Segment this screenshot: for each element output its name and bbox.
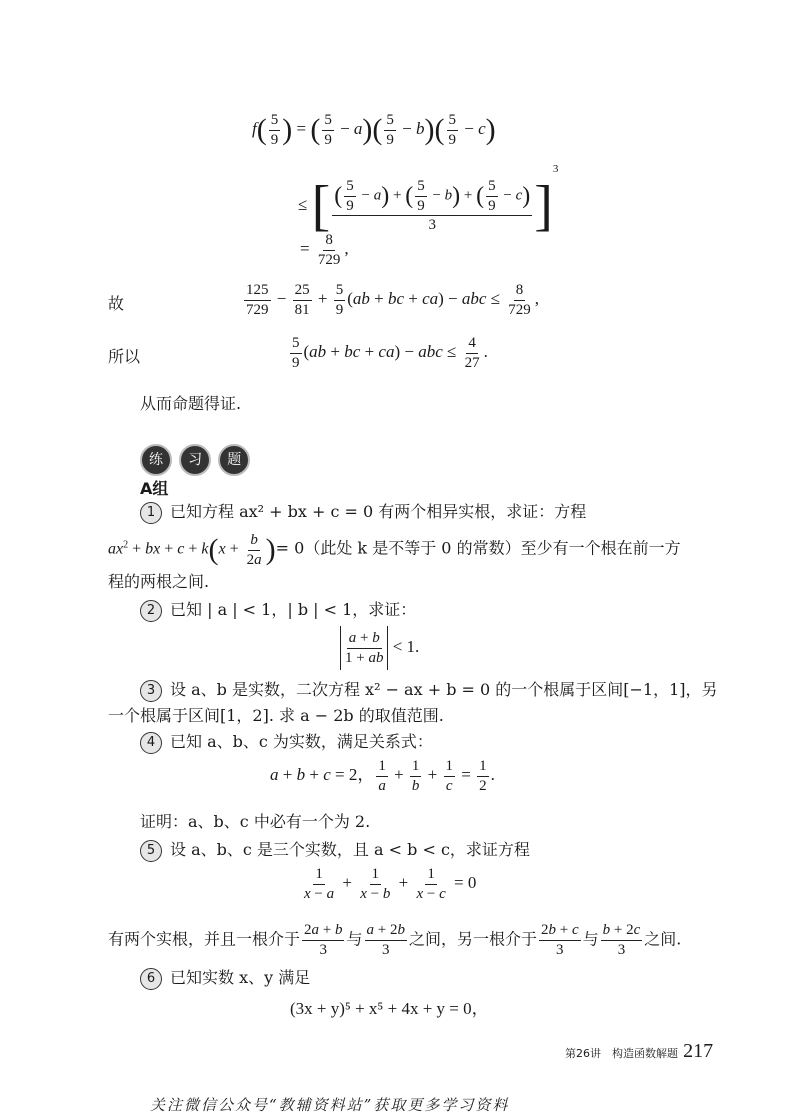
problem-5-number: 5: [140, 840, 162, 862]
problem-1-number: 1: [140, 502, 162, 524]
problem-5-tail-d: 与: [582, 929, 599, 949]
label-gu: 故: [108, 294, 125, 313]
problem-5-line1: [140, 838, 530, 862]
problem-3-number: 3: [140, 680, 162, 702]
page-number: 217: [683, 1040, 714, 1062]
group-title: A组: [140, 479, 169, 498]
problem-5-tail-c: 之间，另一根介于: [408, 929, 537, 949]
problem-2-number: 2: [140, 600, 162, 622]
problem-4-equation: a + b + c = 2， $\frac{1}{a}$ + $\frac{1}{b}$ + $\frac{1}{c}$ = $\frac{1}{2}$ .: [270, 758, 495, 794]
chapter-label: 第26讲 构造函数解题: [565, 1047, 678, 1060]
problem-3-line2: 一个根属于区间[1，2]. 求 a − 2b 的取值范围.: [108, 706, 444, 725]
problem-2-text: 已知 | a | < 1，| b | < 1，求证：: [170, 600, 417, 619]
problem-3-line1: [140, 678, 718, 702]
badge-char-2: 习: [179, 444, 211, 476]
problem-1-line2: $ax^2$ + bx + c + k(x + $\frac{b}{2a}$ )= 0（此处 k 是不等于 0 的常数）至少有一个根在前一方: [108, 532, 681, 568]
problem-6-line1: [140, 966, 310, 990]
problem-5-line3: 有两个实根，并且一根介于 $\frac{2a + b}{3}$ 与 $\frac{a + 2b}{3}$ 之间，另一根介于 $\frac{2b + c}{3}$ 与 $\frac{b + 2c}{3}$ 之间.: [108, 922, 682, 958]
badge-char-1: 练: [140, 444, 172, 476]
problem-5-tail-e: 之间.: [644, 929, 682, 949]
problem-4-number: 4: [140, 732, 162, 754]
eq-am-gm-bound: ≤ [ ( $\frac{5}{9}$ − a) + ( $\frac{5}{9}$ − b) + ( $\frac{5}{9}$ − c) 3 ]$^3$: [298, 163, 559, 238]
problem-5-equation: $\frac{1}{x - a}$ + $\frac{1}{x - b}$ + $\frac{1}{x - c}$ = 0: [304, 866, 477, 902]
problem-6-text: 已知实数 x、y 满足: [170, 968, 311, 987]
problem-2-equation: $\frac{a + b}{1 + ab}$ < 1.: [340, 626, 419, 670]
problem-6-equation: (3x + y)⁵ + x⁵ + 4x + y = 0，: [290, 999, 489, 1018]
watermark-text: 关注微信公众号“教辅资料站”获取更多学习资料: [150, 1096, 510, 1114]
problem-6-number: 6: [140, 968, 162, 990]
problem-4-line1: [140, 730, 433, 754]
eq-suoyi-inequality: $\frac{5}{9}$ (ab + bc + ca) − abc ≤ $\frac{4}{27}$ .: [292, 335, 488, 371]
problem-1-text: 已知方程 ax² + bx + c = 0 有两个相异实根，求证：方程: [170, 502, 587, 521]
page-footer: [565, 1040, 713, 1063]
problem-1-line3: 程的两根之间.: [108, 572, 210, 591]
problem-4-proof: 证明：a、b、c 中必有一个为 2.: [140, 812, 371, 831]
exercise-section-badge: [140, 444, 252, 476]
problem-4-text: 已知 a、b、c 为实数，满足关系式：: [170, 732, 433, 751]
problem-5-text: 设 a、b、c 是三个实数，且 a < b < c，求证方程: [170, 840, 530, 859]
problem-3-text: 设 a、b 是实数，二次方程 x² − ax + b = 0 的一个根属于区间[−1，1]，另: [170, 680, 718, 699]
eq-equals-8-729: = $\frac{8}{729}$ ,: [300, 232, 349, 268]
label-suoyi: 所以: [108, 347, 141, 366]
problem-5-tail-a: 有两个实根，并且一根介于: [108, 929, 301, 949]
badge-char-3: 题: [218, 444, 250, 476]
eq-f-five-ninths: f( $\frac{5}{9}$ ) = ( $\frac{5}{9}$ − a)( $\frac{5}{9}$ − b)( $\frac{5}{9}$ − c): [252, 112, 496, 148]
problem-2-line1: [140, 598, 416, 622]
proof-conclusion: 从而命题得证.: [140, 394, 242, 413]
eq-gu-inequality: $\frac{125}{729}$ − $\frac{25}{81}$ + $\frac{5}{9}$ (ab + bc + ca) − abc ≤ $\frac{8}{729}$ ,: [246, 282, 540, 318]
problem-5-tail-b: 与: [346, 929, 363, 949]
problem-1-line1: [140, 500, 586, 524]
problem-1-line2-tail: = 0（此处 k 是不等于 0 的常数）至少有一个根在前一方: [275, 538, 681, 558]
